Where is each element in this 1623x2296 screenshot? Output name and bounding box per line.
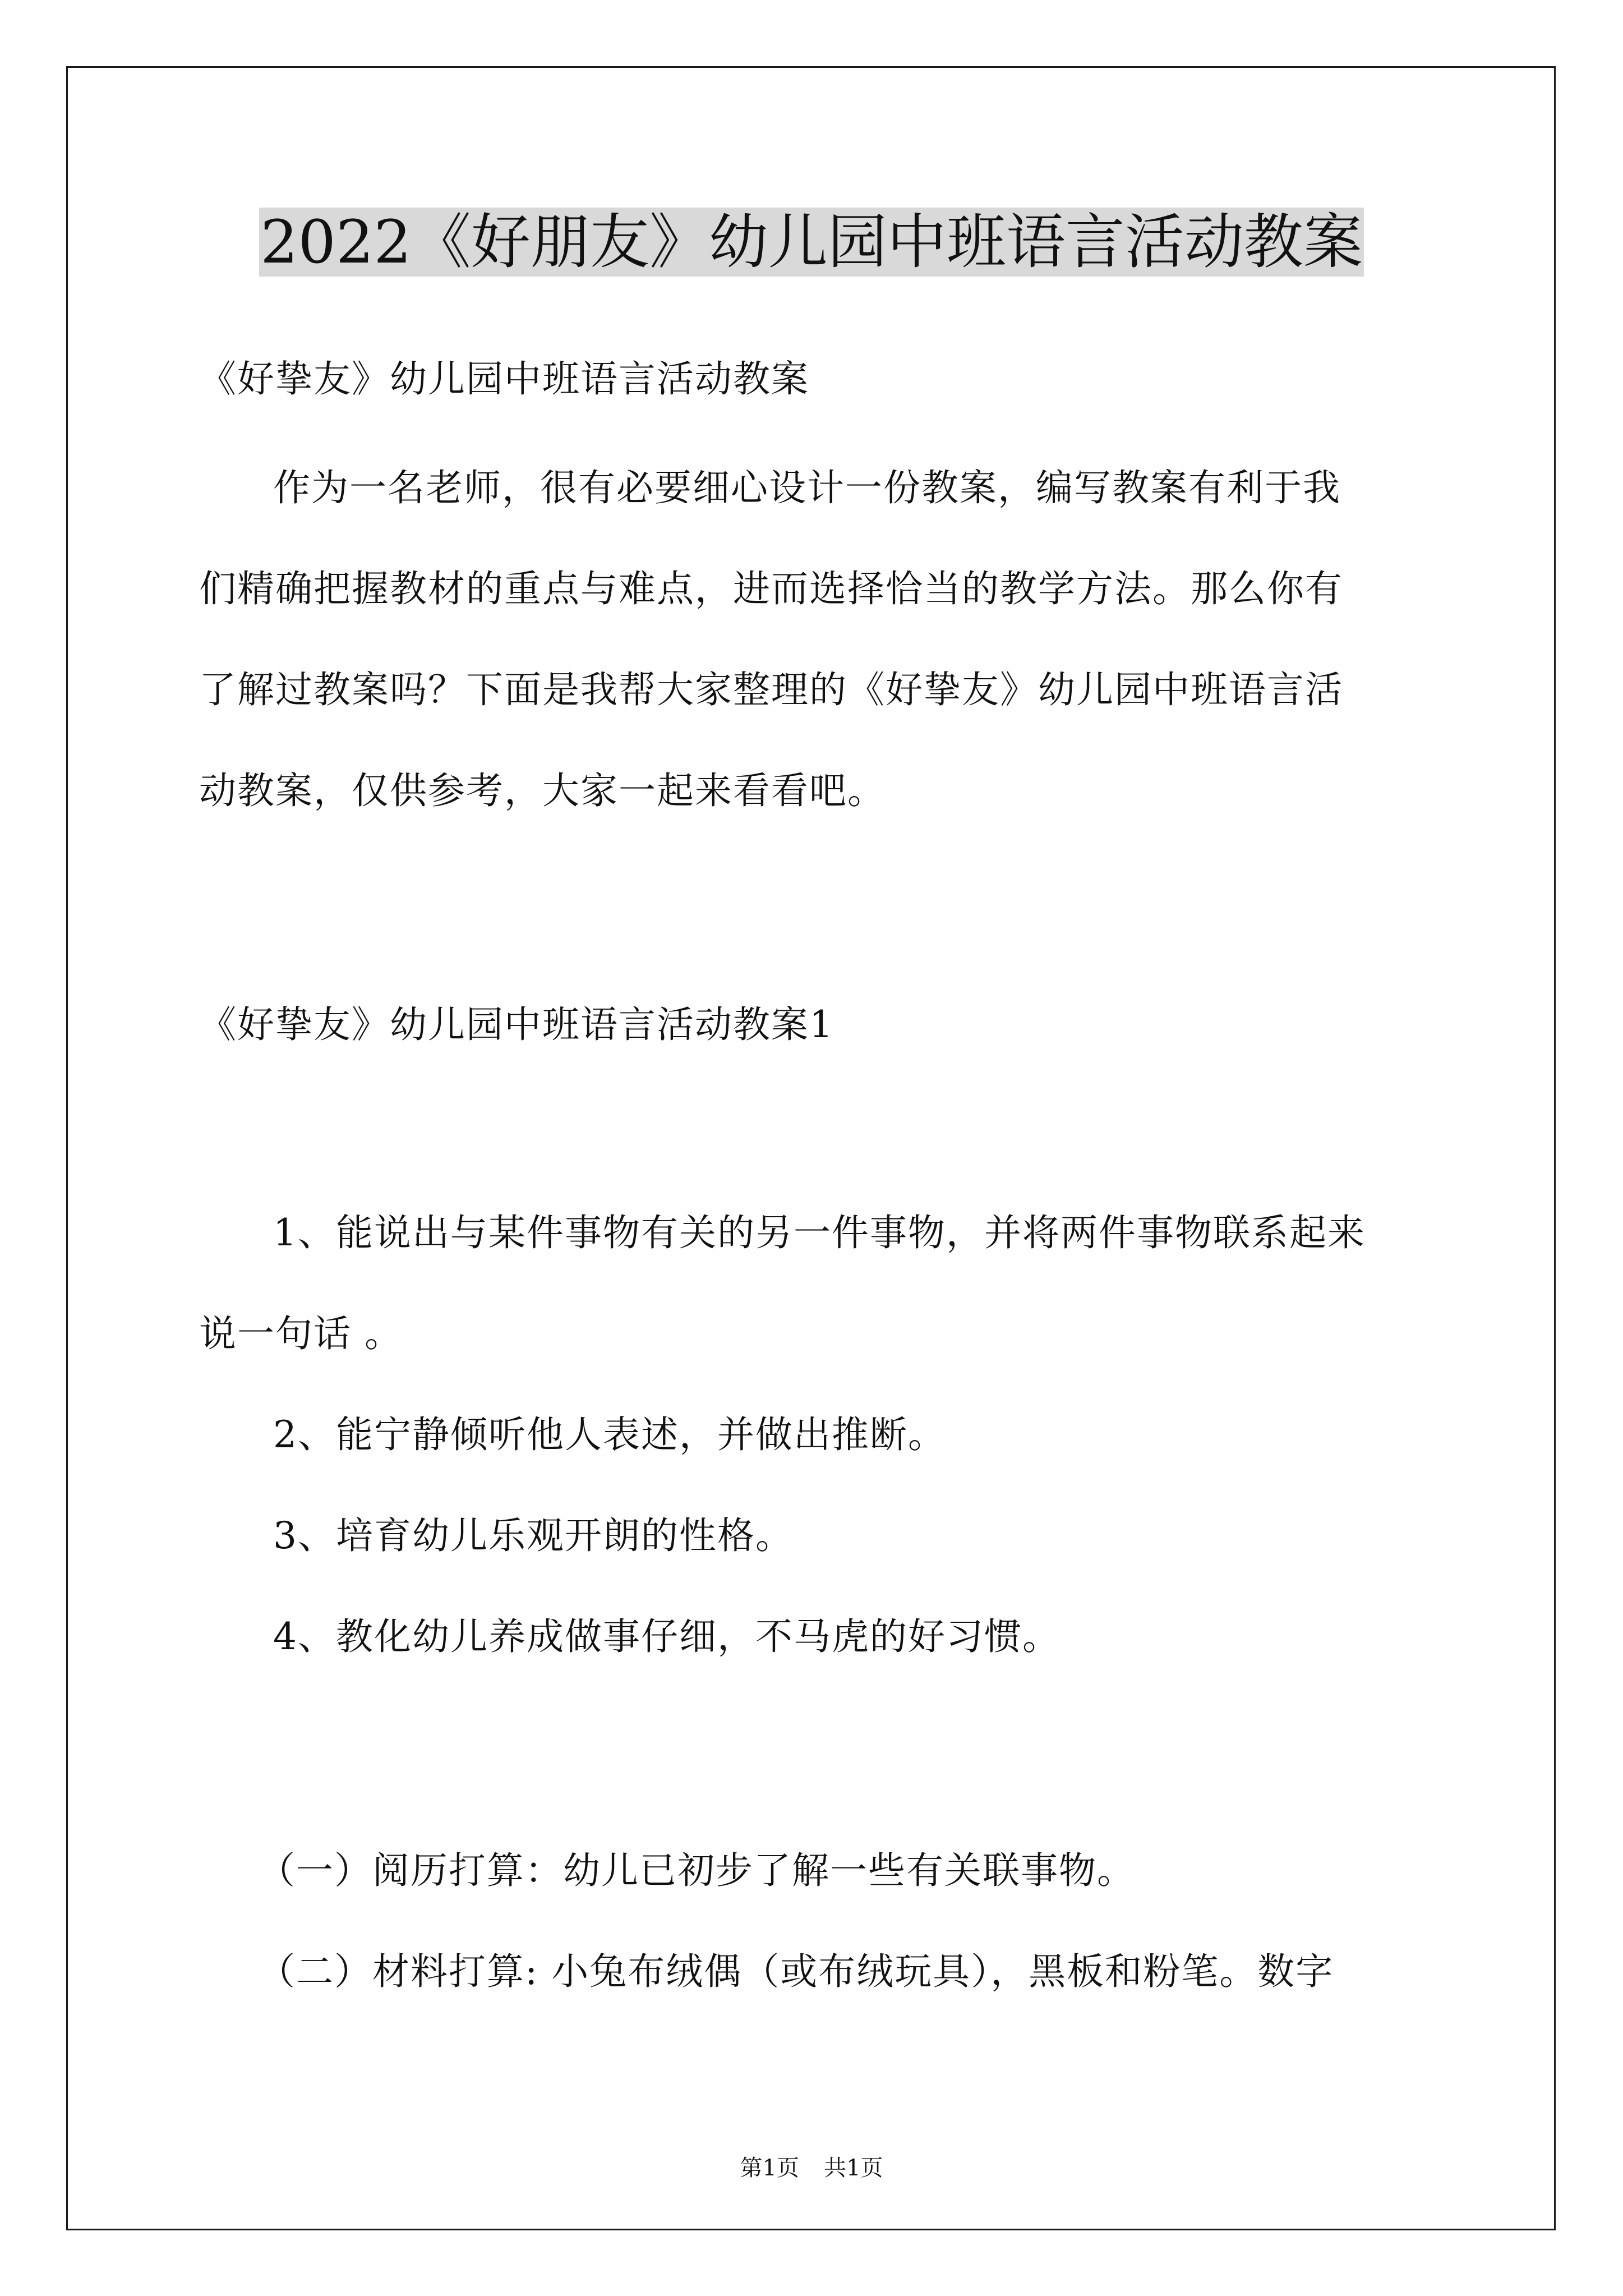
intro-line-2: 们精确把握教材的重点与难点，进而选择恰当的教学方法。那么你有 (199, 567, 1343, 610)
prep-item-1: （一）阅历打算：幼儿已初步了解一些有关联事物。 (258, 1849, 1135, 1892)
document-title-text: 2022《好朋友》幼儿园中班语言活动教案 (260, 208, 1363, 277)
goal-3: 3、培育幼儿乐观开朗的性格。 (273, 1514, 794, 1557)
intro-line-1: 作为一名老师，很有必要细心设计一份教案，编写教案有利于我 (273, 466, 1341, 509)
goal-1-line-2: 说一句话 。 (199, 1312, 403, 1355)
page-total: 共1页 (824, 2155, 883, 2181)
goal-2: 2、能宁静倾听他人表述，并做出推断。 (273, 1413, 946, 1456)
document-title (0, 203, 1623, 282)
prep-item-2: （二）材料打算: 小兔布绒偶（或布绒玩具），黑板和粉笔。数字 (258, 1950, 1334, 1993)
page-number: 第1页 (740, 2155, 799, 2181)
section-heading: 《好挚友》幼儿园中班语言活动教案1 (199, 1003, 834, 1046)
intro-line-4: 动教案，仅供参考，大家一起来看看吧。 (199, 769, 886, 812)
page-footer (0, 2151, 1623, 2185)
intro-line-3: 了解过教案吗？下面是我帮大家整理的《好挚友》幼儿园中班语言活 (199, 668, 1343, 711)
goal-4: 4、教化幼儿养成做事仔细，不马虎的好习惯。 (273, 1615, 1061, 1658)
goal-1-line-1: 1、能说出与某件事物有关的另一件事物，并将两件事物联系起来 (273, 1211, 1366, 1254)
subtitle: 《好挚友》幼儿园中班语言活动教案 (199, 357, 809, 401)
